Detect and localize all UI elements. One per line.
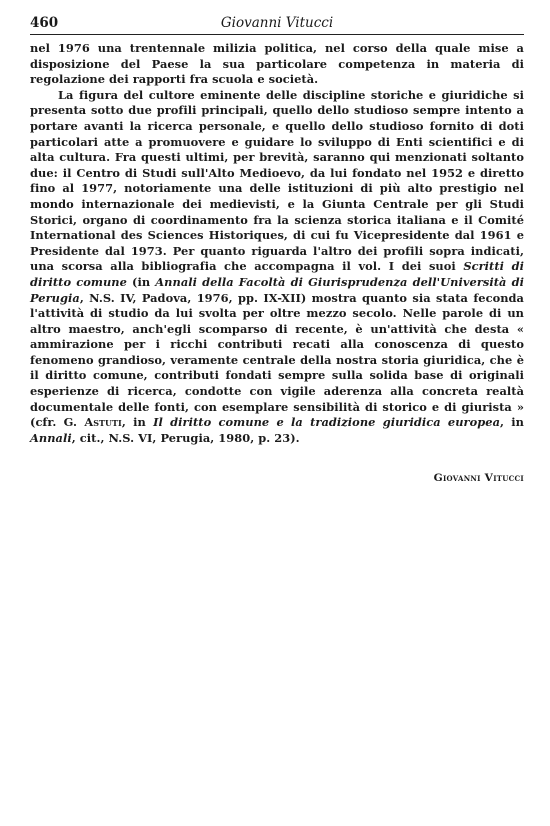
italic-title-scritti: Scritti di diritto comune (30, 259, 524, 289)
author-signature: Giovanni Vitucci (433, 472, 524, 485)
paragraph-text: , in (500, 415, 524, 430)
paragraph-continuation: nel 1976 una trentennale milizia politica, nel corso della quale mise a disposizione del Paese la sua particolare competenza in materia di regolazione dei rapporti fra scuola e società. (30, 41, 524, 87)
page-number: 460 (30, 15, 59, 31)
running-title: Giovanni Vitucci (220, 15, 334, 31)
italic-title-annali-facolta: Annali della Facoltà di Giurisprudenza dell'Università di Perugia (30, 274, 524, 305)
paragraph-text: La figura del cultore eminente delle discipline storiche e giuridiche si presenta sotto due profili principali, quello dello studioso sempre intento a portare avanti la ricerca personale, e quello dello studioso fornito di doti particolari atte a promuovere e guidare lo sviluppo di Enti scientifici e di alta cultura. Fra questi ultimi, per brevità, saranno qui menzionati soltanto due: il Centro di Studi sull'Alto Medioevo, da lui fondato nel 1952 e diretto fino al 1977, notoriamente una delle istituzioni di più alto prestigio nel mondo internazionale dei medievisti, e la Giunta Centrale per gli Studi Storici, organo di coordinamento fra la scienza storica italiana e il Comité International des Sciences Historiques, di cui fu Vicepresidente dal 1961 e Presidente dal 1973. Per quanto riguarda l'altro dei profili sopra indicati, una scorsa alla bibliografia che accompagna il vol. I dei suoi (30, 87, 524, 274)
paragraph-text: (in (126, 274, 156, 289)
paragraph-text: , N.S. IV, Padova, 1976, pp. IX-XII) mostra quanto sia stata feconda l'attività di studio da lui svolta per oltre mezzo secolo. Nelle parole di un altro maestro, anch'egli scomparso di recente, è un'attività che desta « ammirazione per i ricchi contributi recati alla conoscenza di questo fenomeno grandioso, veramente centrale della nostra storia giuridica, che è il diritto comune, contributi fondati sempre sulla solida base di originali esperienze di ricerca, condotte con vigile aderenza alla concreta realtà documentale delle fonti, con esemplare sensibilità di storico e di giurista » (cfr. G. (30, 290, 524, 430)
italic-title-annali: Annali (30, 430, 72, 445)
italic-title-diritto-comune: Il diritto comune e la tradizione giuridica europea (153, 415, 500, 430)
paragraph-profile (30, 88, 524, 447)
paragraph-text: , cit., N.S. VI, Perugia, 1980, p. 23). (71, 430, 300, 445)
body-text (30, 41, 524, 446)
paragraph-text: , in (121, 415, 154, 430)
document-page (30, 12, 524, 484)
author-name-astuti: Astuti (84, 415, 122, 430)
running-header (30, 12, 524, 35)
